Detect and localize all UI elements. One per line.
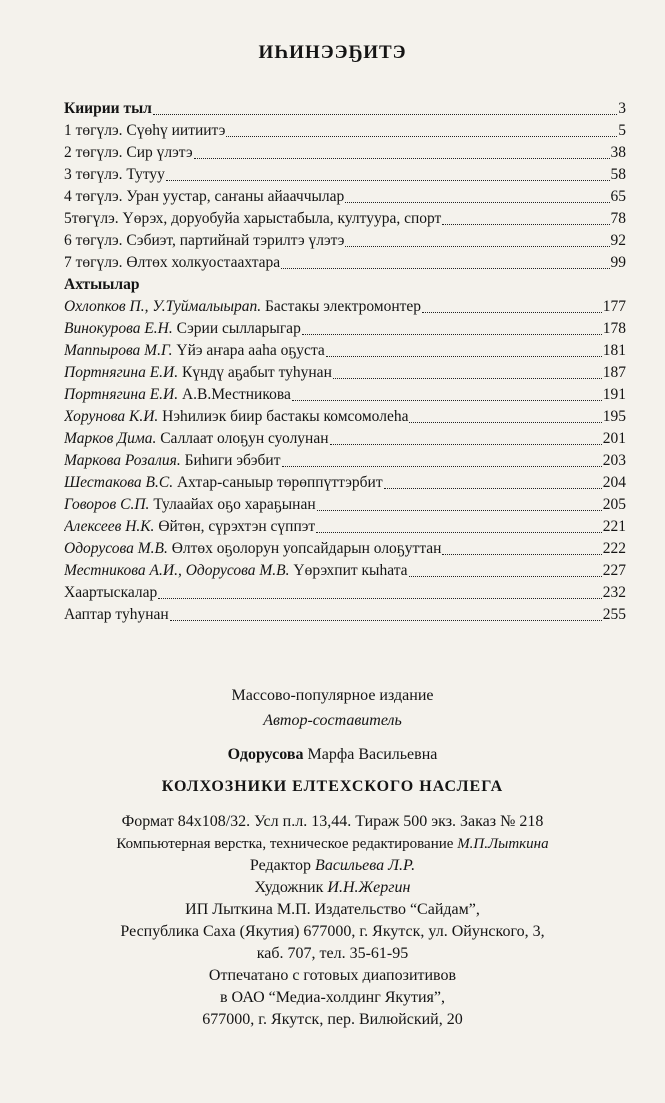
toc-page-number: 181 [602,342,626,359]
address-line: каб. 707, тел. 35-61-95 [256,945,409,962]
dot-leader [281,252,609,269]
toc-page-number: 204 [602,474,626,491]
toc-entry-author: Алексеев Н.К. [64,518,155,535]
dot-leader [166,164,610,181]
table-of-contents [64,98,626,626]
compiler-name [0,743,665,767]
toc-page-number: 58 [610,166,626,183]
dot-leader [345,230,609,247]
dot-leader [333,362,602,379]
toc-entry-text: Үөрэхпит кыһата [289,562,408,579]
toc-page-number: 3 [618,100,626,117]
toc-entry [64,384,626,406]
printer-line: в ОАО “Медиа-холдинг Якутия”, [220,989,445,1006]
toc-entry [64,450,626,472]
dot-leader [442,538,601,555]
dot-leader [170,604,602,621]
toc-entry [64,472,626,494]
toc-entry-text: Хаартыскалар [64,584,158,601]
toc-entry-text: Биһиги эбэбит [180,452,281,469]
toc-entry [64,516,626,538]
toc-entry-author: Шестакова В.С. [64,474,174,491]
layout-name: М.П.Лыткина [457,836,549,852]
imprint-block [0,683,665,1031]
toc-page-number: 38 [610,144,626,161]
toc-entry [64,582,626,604]
dot-leader [326,340,602,357]
toc-entry-text: Нэһилиэк биир бастакы комсомолеһа [158,408,409,425]
toc-page-number: 255 [602,606,626,623]
toc-entry-text: Сэрии сылларыгар [172,320,301,337]
toc-entry [64,252,626,274]
dot-leader [422,296,602,313]
toc-section-heading-memoirs: Ахтыылар [64,276,140,293]
toc-page-number: 178 [602,320,626,337]
toc-entry-author: Говоров С.П. [64,496,150,513]
layout-label: Компьютерная верстка, техническое редактирование [116,836,458,852]
toc-entry-text: 7 төгүлэ. Өлтөх холкуостаахтара [64,254,281,271]
toc-entry-author: Маркова Розалия. [64,452,181,469]
toc-page-number: 92 [610,232,626,249]
toc-page-number: 203 [602,452,626,469]
dot-leader [282,450,602,467]
toc-entry-author: Портнягина Е.И. [64,364,179,381]
toc-entry-text: 6 төгүлэ. Сэбиэт, партийнай тэрилтэ үлэтэ [64,232,345,249]
toc-page-number: 191 [602,386,626,403]
toc-entry-text: А.В.Местникова [178,386,291,403]
compiler-given-name: Марфа Васильевна [303,746,438,763]
dot-leader [317,494,602,511]
dot-leader [409,560,602,577]
dot-leader [345,186,609,203]
toc-entry [64,494,626,516]
toc-page-number: 195 [602,408,626,425]
toc-entry [64,120,626,142]
dot-leader [409,406,601,423]
toc-entry-text: Күндү аҕабыт туһунан [178,364,332,381]
toc-entry [64,340,626,362]
compiler-surname: Одорусова [227,746,304,763]
toc-entry-text: Саллаат олоҕун суолунан [156,430,329,447]
toc-page-number: 177 [602,298,626,315]
page-title: ИҺИНЭЭҔИТЭ [258,42,407,63]
editor-label: Редактор [249,857,316,874]
toc-page-number: 232 [602,584,626,601]
toc-page-number: 99 [610,254,626,271]
layout-credit [0,833,665,855]
editor-name: Васильева Л.Р. [315,857,416,874]
toc-entry-author: Хорунова К.И. [64,408,159,425]
toc-entry-author: Охлопков П., У.Туймалыырап. [64,298,262,315]
toc-entry [64,164,626,186]
toc-entry [64,538,626,560]
toc-entry [64,142,626,164]
toc-entry-text: Ахтар-саныыр төрөппүттэрбит [173,474,383,491]
toc-heading-text: Киирии тыл [64,100,152,117]
toc-entry-author: Маппырова М.Г. [64,342,173,359]
dot-leader [316,516,602,533]
toc-page-number: 187 [602,364,626,381]
toc-entry-author: Местникова А.И., Одорусова М.В. [64,562,290,579]
toc-entry-text: Тулаайах оҕо хараҕынан [149,496,316,513]
artist-name: И.Н.Жергин [327,879,411,896]
toc-entry-text: 4 төгүлэ. Уран уустар, саҥаны айааччылар [64,188,345,205]
dot-leader [292,384,602,401]
dot-leader [384,472,602,489]
toc-page-number: 205 [602,496,626,513]
toc-entry [64,208,626,230]
artist-credit [0,877,665,899]
toc-page-number: 65 [610,188,626,205]
toc-page-number: 227 [602,562,626,579]
address-line: Республика Саха (Якутия) 677000, г. Якутск, ул. Ойунского, 3, [120,923,545,940]
dot-leader [330,428,602,445]
toc-entry-author: Винокурова Е.Н. [64,320,173,337]
toc-page-number: 5 [618,122,626,139]
toc-entry [64,604,626,626]
toc-entry-text: 3 төгүлэ. Тутуу [64,166,165,183]
toc-entry [64,318,626,340]
toc-entry-text: Өйтөн, сүрэхтэн сүппэт [154,518,316,535]
dot-leader [158,582,602,599]
toc-entry-text: Ааптар туһунан [64,606,169,623]
toc-entry-author: Одорусова М.В. [64,540,168,557]
compiler-label: Автор-составитель [263,712,402,729]
toc-page-number: 222 [602,540,626,557]
artist-label: Художник [254,879,328,896]
toc-entry-author: Портнягина Е.И. [64,386,179,403]
toc-entry [64,560,626,582]
toc-entry [64,406,626,428]
toc-page-number: 78 [610,210,626,227]
toc-entry-text: Өлтөх оҕолорун уопсайдарын олоҕуттан [167,540,442,557]
book-title: КОЛХОЗНИКИ ЕЛТЕХСКОГО НАСЛЕГА [161,778,504,795]
dot-leader [302,318,602,335]
toc-entry-text: 5төгүлэ. Үөрэх, доруобуйа харыстабыла, култуура, спорт [64,210,442,227]
toc-entry [64,428,626,450]
printer-address: 677000, г. Якутск, пер. Вилюйский, 20 [202,1011,463,1028]
toc-page-number: 201 [602,430,626,447]
dot-leader [442,208,609,225]
toc-entry-text: 2 төгүлэ. Сир үлэтэ [64,144,193,161]
toc-page-number: 221 [602,518,626,535]
toc-entry [64,186,626,208]
format-line: Формат 84х108/32. Усл п.л. 13,44. Тираж 500 экз. Заказ № 218 [121,813,544,830]
editor-credit [0,855,665,877]
dot-leader [194,142,610,159]
dot-leader [153,98,617,115]
toc-entry-author: Марков Дима. [64,430,157,447]
toc-entry-text: Бастакы электромонтер [261,298,422,315]
toc-entry [64,230,626,252]
publisher-line: ИП Лыткина М.П. Издательство “Сайдам”, [185,901,480,918]
printer-line: Отпечатано с готовых диапозитивов [208,967,457,984]
toc-entry-text: Үйэ аҥара ааһа оҕуста [172,342,325,359]
dot-leader [226,120,617,137]
edition-type: Массово-популярное издание [231,687,434,704]
toc-section-heading-intro [64,98,626,120]
toc-entry [64,296,626,318]
toc-entry-text: 1 төгүлэ. Сүөһү иитиитэ [64,122,226,139]
toc-entry [64,362,626,384]
